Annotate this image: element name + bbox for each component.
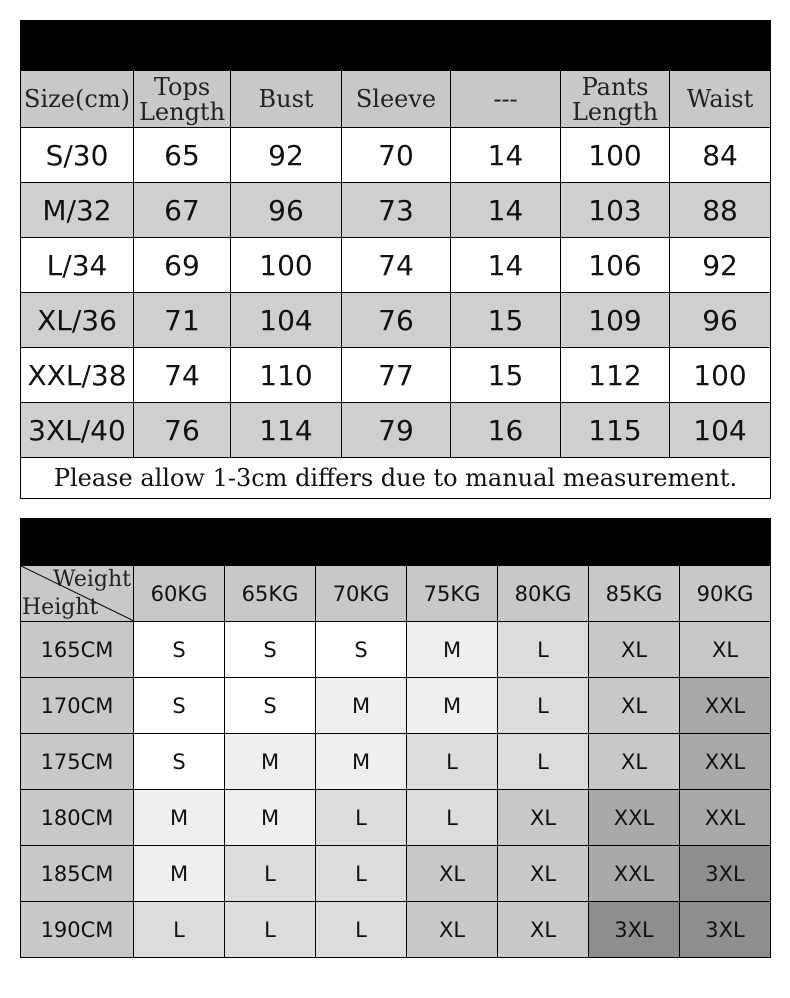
table-row bbox=[21, 678, 771, 734]
weight-header: 85KG bbox=[589, 566, 680, 622]
weight-header: 70KG bbox=[316, 566, 407, 622]
value-cell: 77 bbox=[342, 348, 451, 403]
value-cell: 67 bbox=[134, 183, 231, 238]
table-row bbox=[21, 622, 771, 678]
corner-weight-label: Weight bbox=[53, 567, 131, 592]
height-cell: 170CM bbox=[21, 678, 134, 734]
table-row bbox=[21, 902, 771, 958]
size-cell: M/32 bbox=[21, 183, 134, 238]
size-recommendation-cell: S bbox=[225, 622, 316, 678]
value-cell: 110 bbox=[231, 348, 342, 403]
value-cell: 74 bbox=[342, 238, 451, 293]
size-recommendation-cell: M bbox=[134, 846, 225, 902]
size-recommendation-cell: L bbox=[316, 790, 407, 846]
measurement-note-row bbox=[21, 458, 771, 499]
value-cell: 84 bbox=[670, 128, 771, 183]
value-cell: 103 bbox=[561, 183, 670, 238]
value-cell: 14 bbox=[451, 128, 561, 183]
value-cell: 104 bbox=[670, 403, 771, 458]
size-recommendation-cell: S bbox=[134, 734, 225, 790]
size-recommendation-cell: L bbox=[407, 734, 498, 790]
table-row bbox=[21, 293, 771, 348]
size-recommendation-cell: 3XL bbox=[589, 902, 680, 958]
weight-header: 75KG bbox=[407, 566, 498, 622]
height-cell: 175CM bbox=[21, 734, 134, 790]
size-recommendation-cell: XXL bbox=[680, 734, 771, 790]
value-cell: 65 bbox=[134, 128, 231, 183]
value-cell: 71 bbox=[134, 293, 231, 348]
value-cell: 92 bbox=[670, 238, 771, 293]
size-recommendation-cell: XL bbox=[589, 734, 680, 790]
header-size: Size(cm) bbox=[21, 71, 134, 128]
value-cell: 76 bbox=[134, 403, 231, 458]
value-cell: 114 bbox=[231, 403, 342, 458]
size-recommendation-cell: S bbox=[134, 622, 225, 678]
value-cell: 14 bbox=[451, 238, 561, 293]
value-cell: 104 bbox=[231, 293, 342, 348]
value-cell: 16 bbox=[451, 403, 561, 458]
header-waist: Waist bbox=[670, 71, 771, 128]
value-cell: 15 bbox=[451, 348, 561, 403]
size-recommendation-cell: L bbox=[316, 846, 407, 902]
size-recommendation-cell: XL bbox=[407, 902, 498, 958]
size-recommendation-cell: L bbox=[225, 902, 316, 958]
size-recommendation-cell: XL bbox=[680, 622, 771, 678]
weight-header: 60KG bbox=[134, 566, 225, 622]
height-cell: 180CM bbox=[21, 790, 134, 846]
size-recommendation-cell: XL bbox=[498, 902, 589, 958]
size-recommendation-cell: M bbox=[407, 622, 498, 678]
size-recommendation-cell: XXL bbox=[589, 790, 680, 846]
size-recommendation-cell: XL bbox=[498, 790, 589, 846]
size-recommendation-cell: L bbox=[134, 902, 225, 958]
weight-header: 80KG bbox=[498, 566, 589, 622]
value-cell: 96 bbox=[670, 293, 771, 348]
size-recommendation-cell: M bbox=[225, 734, 316, 790]
fit-chart-header-row bbox=[21, 566, 771, 622]
table-row bbox=[21, 846, 771, 902]
table-row bbox=[21, 734, 771, 790]
size-recommendation-cell: L bbox=[498, 734, 589, 790]
corner-height-label: Height bbox=[22, 595, 99, 620]
size-recommendation-cell: XL bbox=[589, 678, 680, 734]
size-recommendation-cell: XL bbox=[498, 846, 589, 902]
height-cell: 185CM bbox=[21, 846, 134, 902]
size-cell: XL/36 bbox=[21, 293, 134, 348]
size-recommendation-cell: M bbox=[225, 790, 316, 846]
weight-height-corner bbox=[21, 566, 134, 622]
table-row bbox=[21, 238, 771, 293]
value-cell: 100 bbox=[670, 348, 771, 403]
value-cell: 73 bbox=[342, 183, 451, 238]
size-recommendation-cell: 3XL bbox=[680, 846, 771, 902]
size-cell: XXL/38 bbox=[21, 348, 134, 403]
size-chart-title-bar bbox=[21, 21, 771, 71]
size-recommendation-cell: M bbox=[407, 678, 498, 734]
value-cell: 92 bbox=[231, 128, 342, 183]
value-cell: 112 bbox=[561, 348, 670, 403]
size-recommendation-cell: M bbox=[134, 790, 225, 846]
size-recommendation-cell: L bbox=[316, 902, 407, 958]
size-chart-table bbox=[20, 20, 771, 499]
value-cell: 76 bbox=[342, 293, 451, 348]
table-row bbox=[21, 348, 771, 403]
size-recommendation-cell: XXL bbox=[680, 678, 771, 734]
size-recommendation-cell: M bbox=[316, 678, 407, 734]
table-row bbox=[21, 183, 771, 238]
value-cell: 15 bbox=[451, 293, 561, 348]
size-recommendation-cell: 3XL bbox=[680, 902, 771, 958]
fit-chart-title-bar bbox=[21, 519, 771, 566]
value-cell: 70 bbox=[342, 128, 451, 183]
size-recommendation-cell: L bbox=[407, 790, 498, 846]
size-recommendation-cell: M bbox=[316, 734, 407, 790]
header-sleeve: Sleeve bbox=[342, 71, 451, 128]
value-cell: 109 bbox=[561, 293, 670, 348]
size-recommendation-cell: XL bbox=[407, 846, 498, 902]
value-cell: 74 bbox=[134, 348, 231, 403]
size-recommendation-cell: S bbox=[225, 678, 316, 734]
value-cell: 100 bbox=[561, 128, 670, 183]
value-cell: 14 bbox=[451, 183, 561, 238]
height-cell: 190CM bbox=[21, 902, 134, 958]
value-cell: 96 bbox=[231, 183, 342, 238]
table-row bbox=[21, 790, 771, 846]
header-tops-length: Tops Length bbox=[134, 71, 231, 128]
weight-header: 90KG bbox=[680, 566, 771, 622]
size-cell: L/34 bbox=[21, 238, 134, 293]
value-cell: 69 bbox=[134, 238, 231, 293]
header-pants-length: Pants Length bbox=[561, 71, 670, 128]
size-recommendation-cell: L bbox=[225, 846, 316, 902]
table-row bbox=[21, 128, 771, 183]
height-cell: 165CM bbox=[21, 622, 134, 678]
size-recommendation-cell: S bbox=[316, 622, 407, 678]
size-recommendation-cell: S bbox=[134, 678, 225, 734]
value-cell: 115 bbox=[561, 403, 670, 458]
table-row bbox=[21, 403, 771, 458]
value-cell: 79 bbox=[342, 403, 451, 458]
size-cell: S/30 bbox=[21, 128, 134, 183]
size-recommendation-cell: L bbox=[498, 678, 589, 734]
header-bust: Bust bbox=[231, 71, 342, 128]
header-blank: --- bbox=[451, 71, 561, 128]
fit-chart-table bbox=[20, 518, 771, 958]
weight-header: 65KG bbox=[225, 566, 316, 622]
value-cell: 100 bbox=[231, 238, 342, 293]
value-cell: 106 bbox=[561, 238, 670, 293]
size-recommendation-cell: L bbox=[498, 622, 589, 678]
size-recommendation-cell: XXL bbox=[589, 846, 680, 902]
size-recommendation-cell: XXL bbox=[680, 790, 771, 846]
size-cell: 3XL/40 bbox=[21, 403, 134, 458]
value-cell: 88 bbox=[670, 183, 771, 238]
measurement-note: Please allow 1-3cm differs due to manual measurement. bbox=[21, 458, 771, 499]
size-chart-header-row bbox=[21, 71, 771, 128]
size-recommendation-cell: XL bbox=[589, 622, 680, 678]
